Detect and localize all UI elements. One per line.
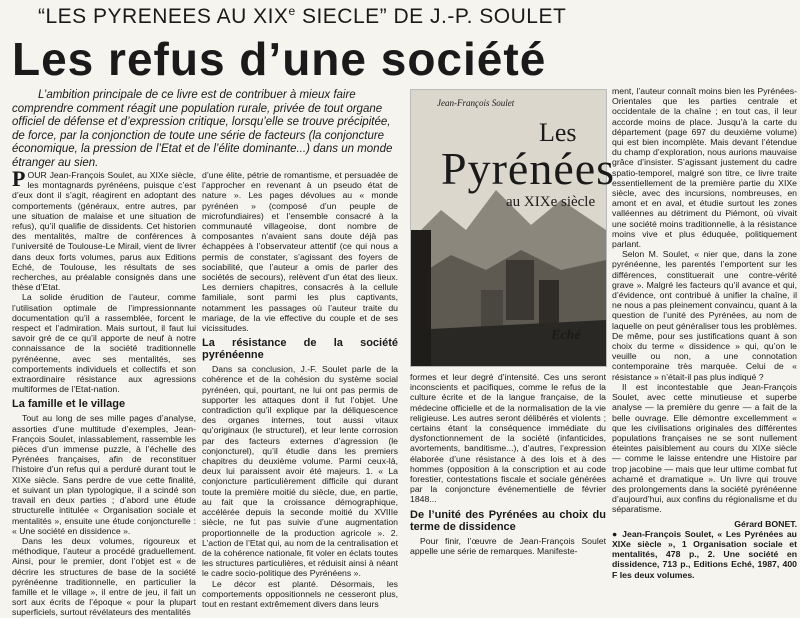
paragraph: Il est incontestable que Jean-François Soulet, avec cette minutieuse et superbe analyse — la première du genre — a fait de la belle ouvrage. Elle démontre excellemment « que les civilisations originales des différentes populations françaises ne se sont nullement éteintes paisiblement au cours du XIXe siècle — comme le laisse entendre une Histoire par trop jacobine — mais que leur ultime combat fut acharné et dramatique ». Un livre qui trouve des prolongements dans la société pyrénéenne d’aujourd’hui, aux confins du régionalisme et du séparatisme.: [612, 381, 797, 515]
subheading: La résistance de la société pyrénéenne: [202, 337, 398, 362]
cover-author: Jean-François Soulet: [437, 98, 515, 108]
paragraph: Selon M. Soulet, « nier que, dans la zone pyrénéenne, les parentés l’emportent sur les différences, constituerait une contre-vérité grave ». Malgré les facteurs qu’il avance et qui, d’évidence, ont contribué à unifier la chaîne, il ne nous a pas pleinement convaincu, quant à la question de l’unité des Pyrénées, au nom de laquelle on peut généraliser tous les problèmes. De même, pour ses justifications quant à son choix du terme « dissidence » qui, qu’on le veuille ou non, a une connotation contemporaine très marquée. Celui de « résistance » n’était-il pas plus indiqué ?: [612, 249, 797, 382]
book-cover-image: [410, 89, 616, 367]
article-column-3: [410, 372, 606, 567]
cover-title-les: Les: [539, 118, 577, 147]
cover-title-main: Pyrénées: [441, 143, 616, 194]
cover-title-century: au XIXe siècle: [506, 194, 596, 210]
subheading: De l’unité des Pyrénées au choix du terme de dissidence: [410, 508, 606, 533]
article-column-4: [612, 86, 797, 580]
drop-cap: P: [12, 166, 26, 191]
article-lede: L’ambition principale de ce livre est de contribuer à mieux faire comprendre comment réagit une population rurale, privée de tout organe officiel de défense et d’expression critique, lorsqu’elle se trouve précipitée, de force, par la conjonction de toute une série de facteurs (la conjoncture économique, la pression de l’Etat et de l’élite dominante...) dans un monde étranger au sien.: [12, 89, 393, 169]
author-signature: Gérard BONET.: [734, 518, 797, 529]
paragraph: Tout au long de ses mille pages d’analyse, assorties d’une multitude d’exemples, Jean-François Soulet, inlassablement, rassemble les pièces d’un immense puzzle, à l’échelle des Pyrénées françaises, afin de reconstituer l’histoire d’un refus qui a perduré durant tout le XIXe siècle. Sans perdre de vue cette finalité, et suivant un plan typologique, il a scindé son travail en deux parties ; d’abord une étude structurelle intitulée « Organisation sociale et mentalités », ensuite une étude conjoncturelle : « Une société en dissidence ».: [12, 413, 196, 536]
paragraph: d’une élite, pétrie de romantisme, et persuadée de l’approcher en revenant à un pseudo état de nature ». Les pages dévolues au « monde pyrénéen » (composé d’un peuple de microfundiaires) et l’ensemble consacré à la communauté villageoise, dont nombre de composantes n’avaient sans doute déjà pas échappées à l’observateur attentif (ce qui nous a permis de constater, s’agissant des foyers de sociabilité, que l’auteur a omis de parler des sociétés de secours), relèvent d’un état des lieux. Les derniers chapitres, consacrés à la cellule familiale, sont parmi les plus captivants, notamment les passages où l’auteur traite du mariage, de la vie effective du couple et de ses vicissitudes.: [202, 170, 398, 334]
cover-publisher: Eché: [551, 328, 581, 343]
cover-landscape-illustration: [411, 90, 606, 366]
paragraph: Dans les deux volumes, rigoureux et méthodique, l’auteur a procédé graduellement. Ainsi, pour le premier, dont l’objet est « de décrire les structures de base de la société pyrénéenne traditionnelle, en particulier la famille et le village », il entre de jeu, il fait un sort aux écrits de l’époque « pour la plupart superficiels, surtout révélateurs des mentalités: [12, 535, 196, 618]
article-column-1: [12, 166, 196, 618]
paragraph: Pour finir, l’œuvre de Jean-François Soulet appelle une série de remarques. Manifeste-: [410, 535, 606, 556]
paragraph: La solide érudition de l’auteur, comme l’utilisation optimale de l’impressionnante documentation qu’il a rassemblée, forcent le respect et l’admiration. Mais surtout, il faut lui savoir gré de ce qu’il apporte de neuf à notre connaissance de la société traditionnelle pyrénéenne, avec ses mentalités, ses comportements individuels et collectifs et son extraordinaire résistance aux agressions multiformes de l’Etat-nation.: [12, 292, 196, 395]
book-reference-note: ● Jean-François Soulet, « Les Pyrénées au XIXe siècle », 1 Organisation sociale et mentalités, 478 p., 2. Une société en dissidence, 713 p., Editions Eché, 1987, 400 F les deux volumes.: [612, 528, 797, 580]
paragraph: ment, l’auteur connaît moins bien les Pyrénées-Orientales que les parties centrale et occidentale de la chaîne ; en tout cas, il leur accorde moins de place. Jusqu’à la carte du département (page 697 du deuxième volume) qui est bien incomplète. Mais devant l’étendue du champ d’exploration, nous aurions mauvaise grâce d’insister. S’agissant justement du cadre spatio-temporel, malgré son titre, ce livre traite essentiellement de la première partie du XIXe siècle, avec des incursions, nombreuses, en amont et en aval, et étudie surtout les zones valléennes au détriment du Piémont, où vivait une société moins traditionnelle, à la résistance moins vive et plus éduquée, politiquement parlant.: [612, 86, 797, 250]
paragraph: POUR Jean-François Soulet, au XIXe siècle, les montagnards pyrénéens, puisque c’est d’eux dont il s’agit, réagirent en adoptant des comportements (généraux, entre autres, par une situation de malaise et une situation de refus), qu’il qualifie de dissidents. Cet historien des mentalités, maître de conférences à l’université de Toulouse-Le Mirail, vient de livrer dans deux forts volumes, parus aux Editions Eché, de Toulouse, les résultats de ses recherches, au préalable consignés dans une thèse d’Etat.: [12, 166, 196, 293]
article-kicker: “LES PYRENEES AU XIXe SIECLE” DE J.-P. SOULET: [38, 4, 567, 28]
paragraph: Dans sa conclusion, J.-F. Soulet parle de la cohérence et de la cohésion du système social pyrénéen, qui, pourtant, ne lui ont pas permis de supporter les attaques dont il fut l’objet. Une contradiction qu’il explique par la déliquescence des organes internes, tout aussi vitaux qu’originaux (le structurel), et leur lente corrosion par des facteurs externes d’agression (le conjoncturel), qu’il étudie dans les premiers chapitres du deuxième volume. Parmi ceux-là, deux lui paraissent avoir été majeurs. 1. « La conjoncture particulièrement difficile qui durant toute la première moitié du siècle, due, en partie, au fait que la croissance démographique, accélérée depuis la seconde moitié du XVIIIe siècle, ne fut pas suivie d’une augmentation proportionnelle de la production agricole ». 2. L’action de l’Etat qui, au nom de la centralisation et de la cohérence nationale, fit voler en éclats toutes les structures particulières, et réduisit ainsi à néant le cadre socio-politique des Pyrénéens ».: [202, 364, 398, 579]
paragraph: Le décor est planté. Désormais, les comportements oppositionnels ne cesseront plus, tout en restant extrêmement divers dans leurs: [202, 578, 398, 609]
article-headline: Les refus d’une société: [12, 33, 547, 85]
subheading: La famille et le village: [12, 398, 126, 411]
paragraph: formes et leur degré d’intensité. Ces uns seront inconscients et pacifiques, comme le refus de la culture écrite et de la langue française, de la médecine officielle et de la normalisation de la vie religieuse. Les autres seront délibérés et violents ; certains étant la conséquence immédiate du dysfonctionnement de la société (infanticides, avortements, banditisme...), d’autres, l’expression élaborée d’une résistance à des lois et à des hommes (opposition à la conscription et au code forestier, contestations fiscale et sociale générées par la conjoncture événementielle de février 1848...: [410, 372, 606, 505]
article-column-2: [202, 170, 398, 609]
